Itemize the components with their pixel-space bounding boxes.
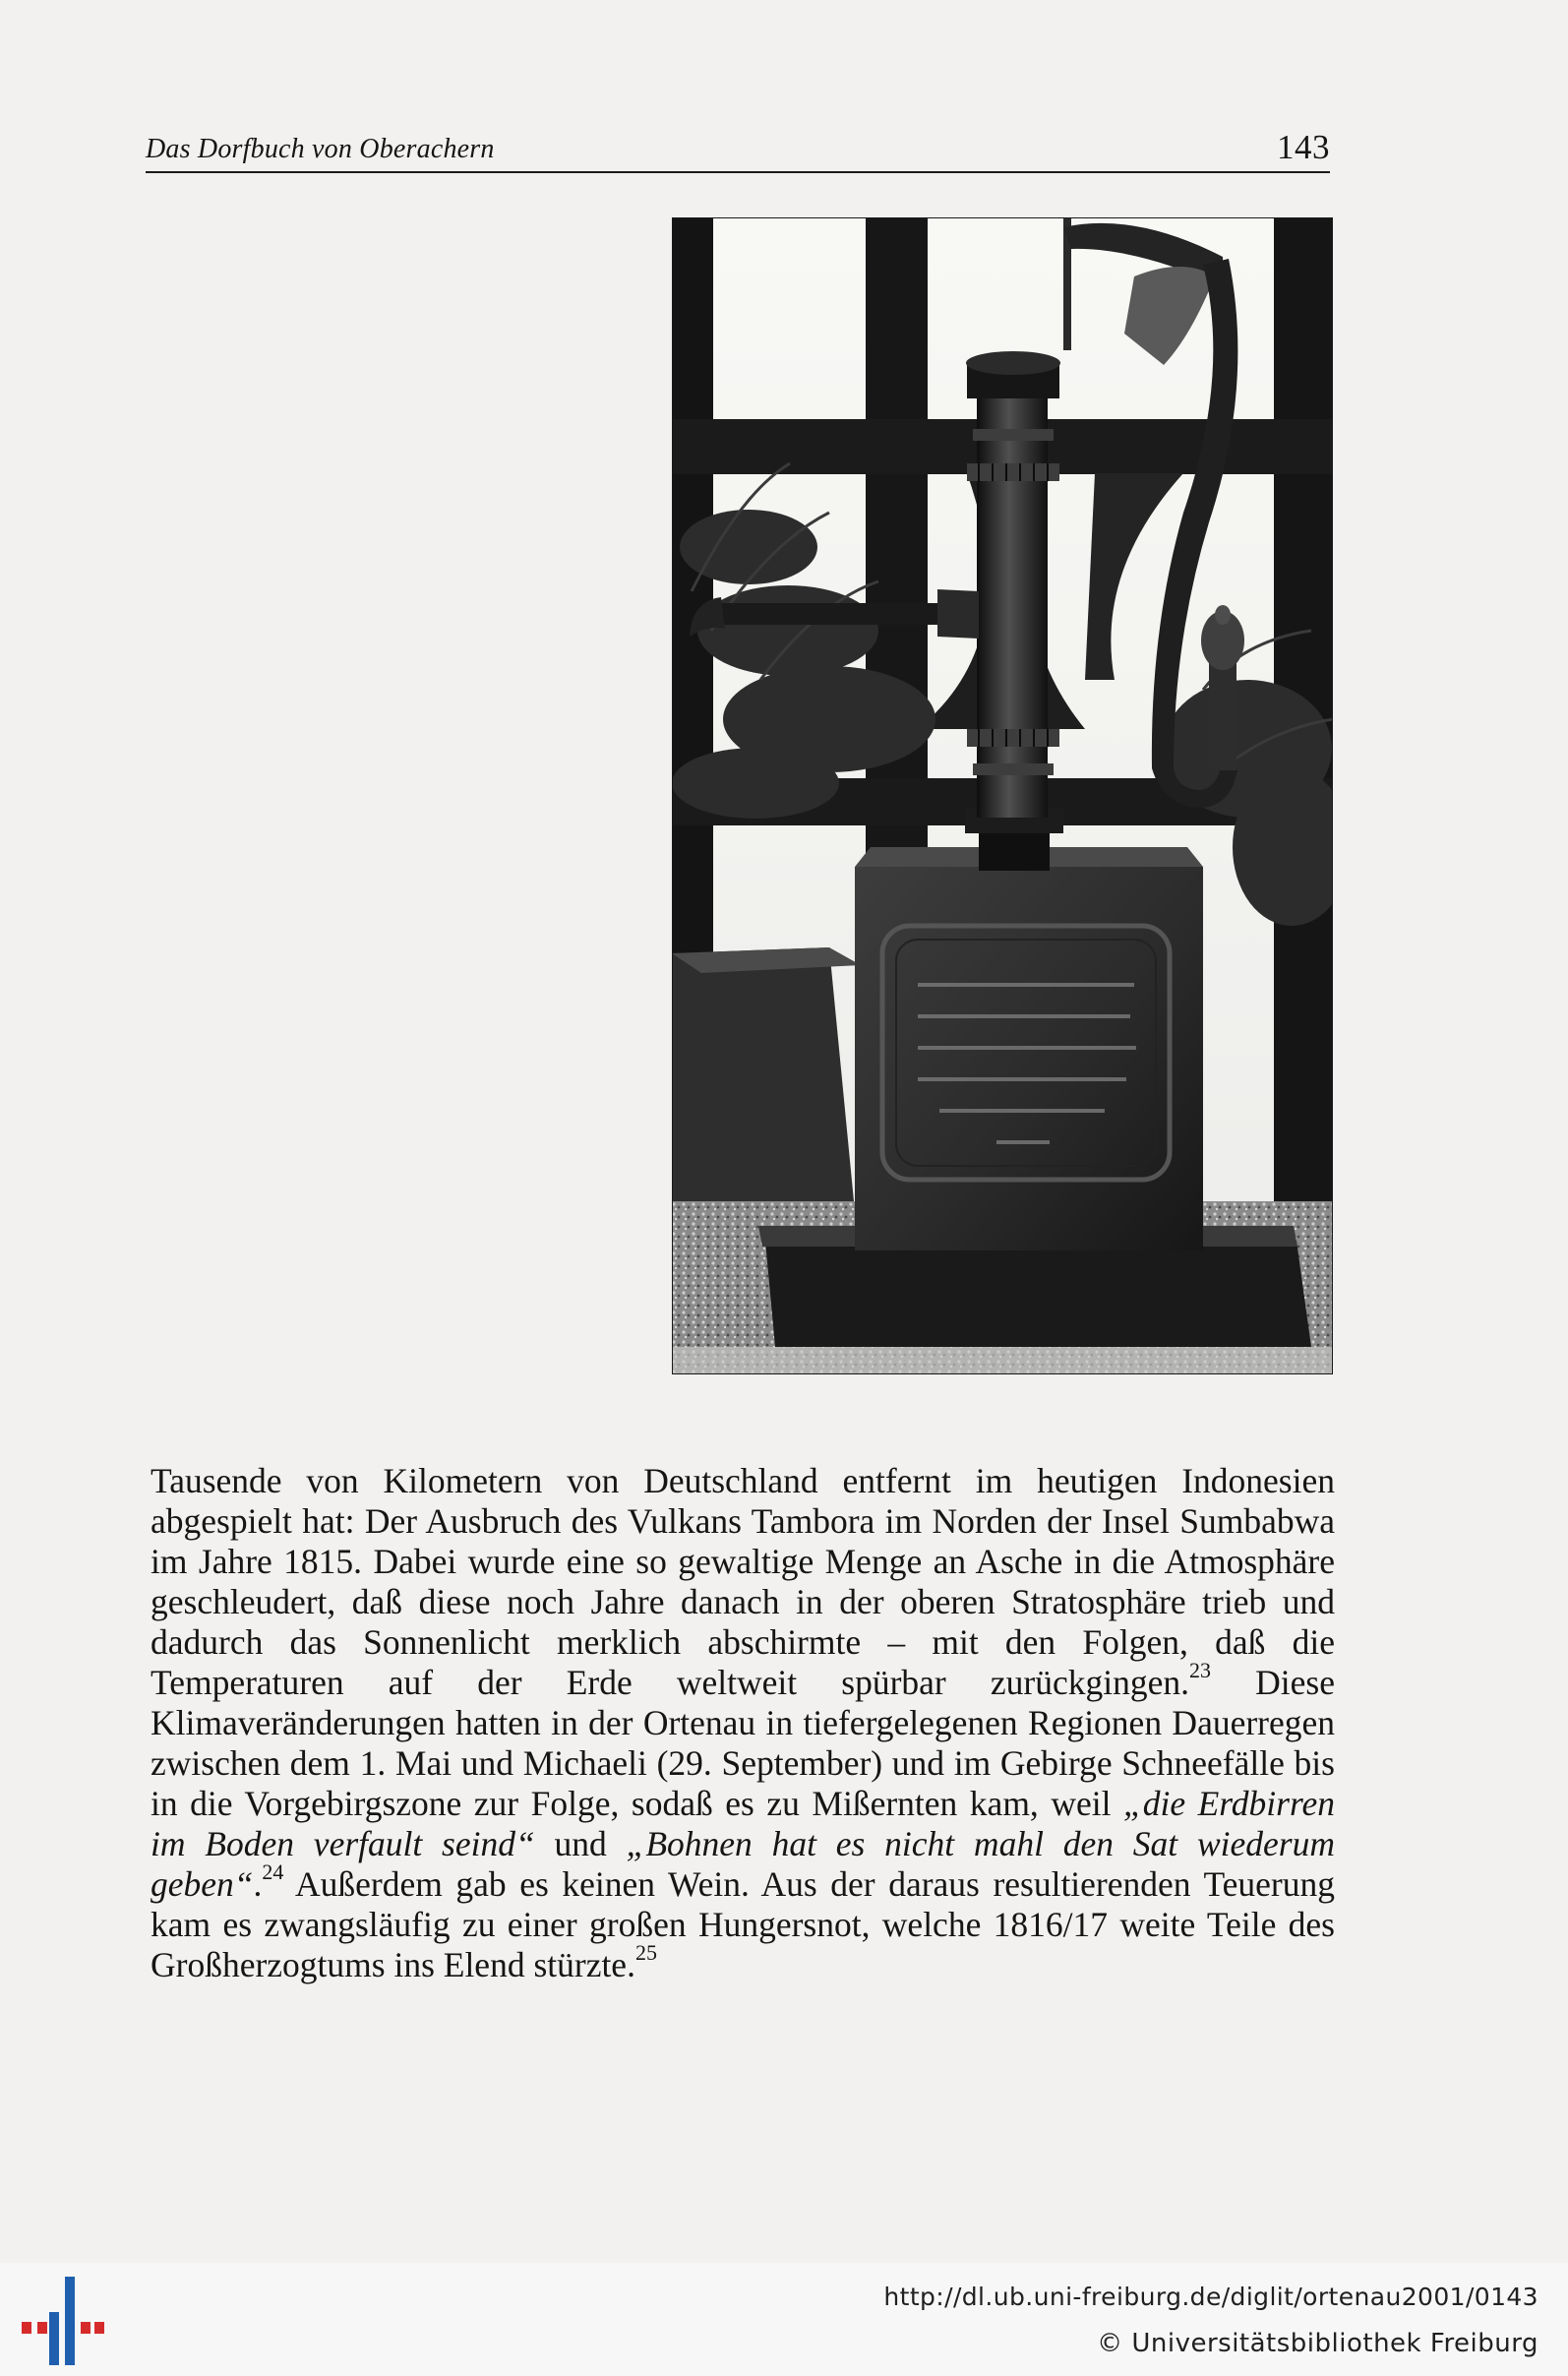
copyright-text: © Universitätsbibliothek Freiburg [1097, 2329, 1538, 2358]
quotation: „die Erdbirren im Boden verfault seind“ [151, 1784, 1335, 1863]
quotation: „Bohnen hat es nicht mahl den Sat wiederum geben“ [151, 1824, 1335, 1904]
body-text-segment: und [534, 1824, 627, 1863]
source-url-link[interactable]: http://dl.ub.uni-freiburg.de/diglit/ortenau2001/0143 [883, 2283, 1538, 2311]
body-paragraph [151, 1461, 1335, 1985]
water-pump-photo-image [672, 217, 1333, 1374]
body-text-segment: Diese Klimaveränderungen hatten in der Ortenau in tiefergelegenen Regionen Dauerregen zwischen dem 1. Mai und Michaeli (29. September) und im Gebirge Schneefälle bis in die Vorgebirgszone zur Folge, sodaß es zu Mißernten kam, weil [151, 1663, 1335, 1823]
water-pump-photo [672, 217, 1333, 1374]
body-text-segment: . [253, 1864, 263, 1904]
footnote-ref-23: 23 [1189, 1658, 1211, 1683]
footnote-ref-25: 25 [634, 1940, 657, 1966]
running-title: Das Dorfbuch von Oberachern [146, 134, 495, 164]
body-text-segment: Außerdem gab es keinen Wein. Aus der daraus resultierenden Teuerung kam es zwangsläufig zu einer großen Hungersnot, welche 1816/17 weite Teile des Großherzogtums ins Elend stürzte. [151, 1864, 1335, 1984]
page-number: 143 [1277, 128, 1330, 166]
footnote-ref-24: 24 [262, 1859, 284, 1885]
viewer-footer [0, 2263, 1568, 2376]
running-head [146, 124, 1330, 173]
ub-freiburg-logo-icon [20, 2277, 104, 2365]
body-text-segment: Tausende von Kilometern von Deutschland entfernt im heutigen Indonesien abgespielt hat: Der Ausbruch des Vulkans Tambora im Norden der Insel Sumbabwa im Jahre 1815. Dabei wurde eine so gewaltige Menge an Asche in die Atmosphäre geschleudert, daß diese noch Jahre danach in der oberen Stratosphäre trieb und dadurch das Sonnenlicht merklich abschirmte – mit den Folgen, daß die Temperaturen auf der Erde weltweit spürbar zurückgingen. [151, 1461, 1335, 1702]
